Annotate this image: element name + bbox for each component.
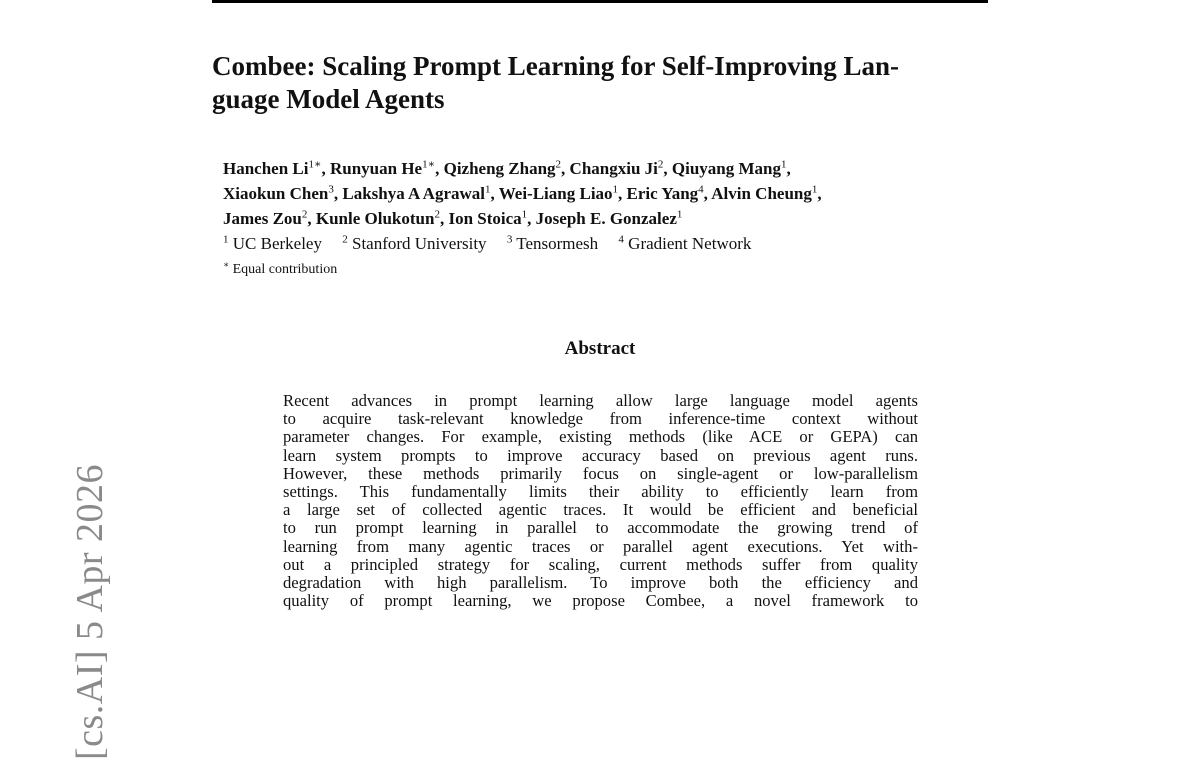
affiliation-name: Tensormesh xyxy=(516,234,599,253)
affiliation xyxy=(507,234,598,253)
affiliation xyxy=(223,234,322,253)
author-name: Ion Stoica xyxy=(448,209,522,228)
author xyxy=(570,159,664,178)
affiliation-name: UC Berkeley xyxy=(232,234,322,253)
author xyxy=(330,159,435,178)
abstract-line: learn system prompts to improve accuracy based on previous agent runs. xyxy=(283,445,918,465)
abstract-line: to run prompt learning in parallel to accommodate the growing trend of xyxy=(283,518,918,538)
affiliation xyxy=(618,234,751,253)
affiliation-name: Gradient Network xyxy=(628,234,752,253)
author xyxy=(672,159,787,178)
top-rule xyxy=(212,0,988,3)
affiliation-mark: 2 xyxy=(342,233,348,246)
abstract-line: learning from many agentic traces or parallel agent executions. Yet with- xyxy=(283,536,918,556)
author-mark: 2 xyxy=(301,208,308,221)
affiliation-name: Stanford University xyxy=(351,234,487,253)
author-name: Hanchen Li xyxy=(223,159,309,178)
author-list: Hanchen $Li^{1∗}$, Runyuan $He^{1∗}$, Qizheng Zhang$^2$, Changxiu Ji$^2$, Qiuyang Mang$^1$, Xiaokun Chen$^3$, Lakshya A Agrawal$^1$, Wei-Liang Liao$^1$, Eric Yang$^4$, Alvin Cheung$^1$, James Zou$^2$, Kunle Olukotun$^2$, Ion Stoica$^1$, Joseph E. Gonzalez$^1$ xyxy=(223,158,822,228)
abstract-heading xyxy=(0,338,1200,360)
author xyxy=(316,209,440,228)
abstract-heading-text: Abstract xyxy=(564,338,636,359)
author-mark: 2 xyxy=(657,158,664,171)
affiliation-mark: 3 xyxy=(506,233,513,246)
author xyxy=(342,184,490,203)
abstract-line: a large set of collected agentic traces. It would be efficient and beneficial xyxy=(283,500,918,520)
paper-title xyxy=(212,50,1002,116)
equal-contribution-text: Equal contribution xyxy=(232,262,338,277)
author xyxy=(499,184,618,203)
author-mark: 1 xyxy=(676,208,683,221)
abstract-line: settings. This fundamentally limits their ability to efficiently learn from xyxy=(283,482,918,502)
author xyxy=(223,159,321,178)
author xyxy=(223,184,334,203)
author-mark: 1 xyxy=(781,158,787,171)
author xyxy=(444,159,561,178)
author xyxy=(536,209,683,228)
affiliation-mark: 4 xyxy=(618,233,624,246)
author-name: Eric Yang xyxy=(626,184,699,203)
author-name: Wei-Liang Liao xyxy=(498,184,613,203)
abstract-body xyxy=(283,392,918,610)
author-name: Changxiu Ji xyxy=(569,159,658,178)
affiliation-mark: 1 xyxy=(223,233,229,246)
author-name: Xiaokun Chen xyxy=(223,184,329,203)
author-name: James Zou xyxy=(223,209,302,228)
author-name: Qiuyang Mang xyxy=(671,159,781,178)
author-mark: 1 xyxy=(521,208,528,221)
author xyxy=(223,209,307,228)
abstract-line: to acquire task-relevant knowledge from inference-time context without xyxy=(283,409,918,429)
author-mark: 2 xyxy=(434,208,440,221)
author xyxy=(448,209,527,228)
abstract-line: out a principled strategy for scaling, current methods suffer from quality xyxy=(283,554,918,574)
author-mark: 1 xyxy=(612,183,619,196)
title-line-1: Combee: Scaling Prompt Learning for Self-Improving Lan- xyxy=(212,51,899,81)
affiliation-list xyxy=(223,232,983,256)
abstract-line: quality of prompt learning, we propose Combee, a novel framework to xyxy=(283,591,918,611)
affiliation xyxy=(342,234,486,253)
abstract-line: However, these methods primarily focus on single-agent or low-parallelism xyxy=(283,463,918,483)
author-mark: 1 xyxy=(811,183,818,196)
author-name: Kunle Olukotun xyxy=(315,209,435,228)
equal-contribution-note xyxy=(223,260,337,280)
author-mark: 2 xyxy=(555,158,562,171)
equal-contribution-mark: ∗ xyxy=(223,259,230,270)
author-name: Joseph E. Gonzalez xyxy=(535,209,677,228)
author-name: Qizheng Zhang xyxy=(443,159,556,178)
author xyxy=(711,184,817,203)
abstract-line: Recent advances in prompt learning allow large language model agents xyxy=(283,391,918,410)
author-mark: 3 xyxy=(328,183,334,196)
author xyxy=(627,184,704,203)
author-mark: 1∗ xyxy=(422,158,436,171)
abstract-line: parameter changes. For example, existing methods (like ACE or GEPA) can xyxy=(283,427,918,447)
author-name: Lakshya A Agrawal xyxy=(342,184,486,203)
author-mark: 4 xyxy=(698,183,704,196)
author-name: Alvin Cheung xyxy=(711,184,812,203)
author-mark: 1∗ xyxy=(308,158,322,171)
author-name: Runyuan He xyxy=(329,159,423,178)
title-line-2: guage Model Agents xyxy=(212,84,445,114)
author-mark: 1 xyxy=(485,183,491,196)
arxiv-stamp xyxy=(28,340,111,760)
abstract-line: degradation with high parallelism. To improve both the efficiency and xyxy=(283,573,918,593)
arxiv-stamp-text: [cs.AI] 5 Apr 2026 xyxy=(69,463,111,760)
